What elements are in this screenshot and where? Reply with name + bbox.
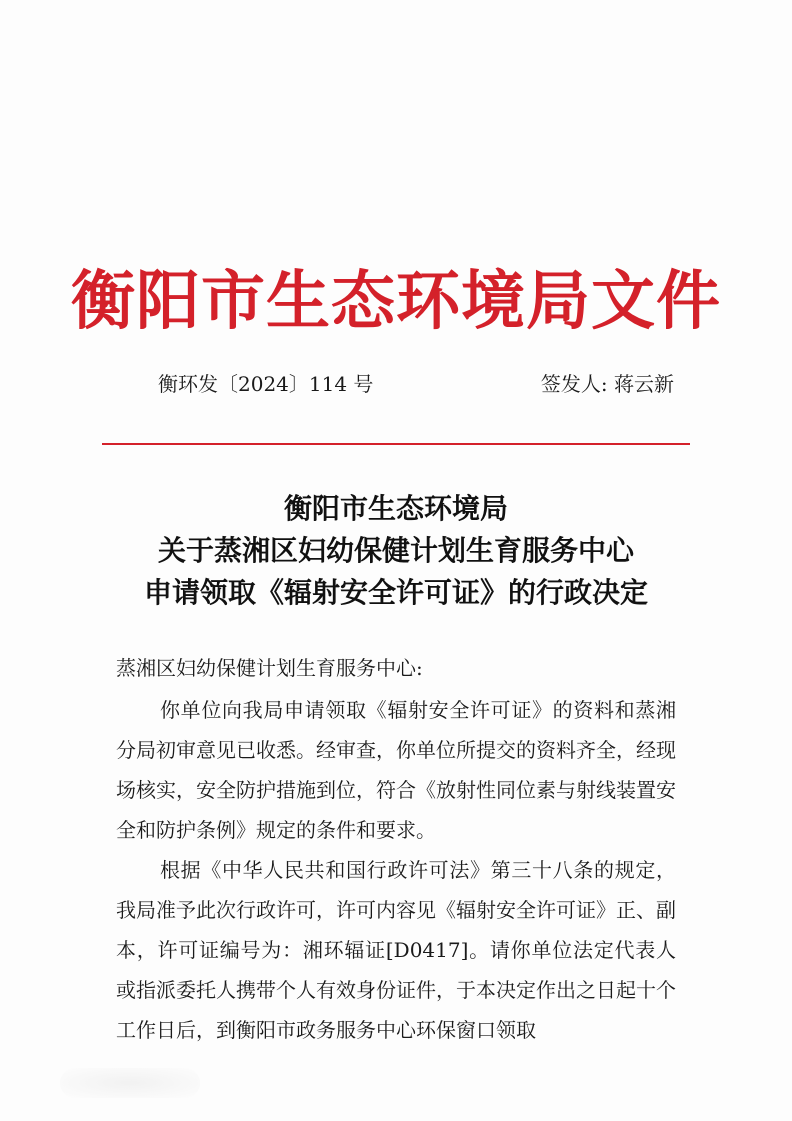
- salutation: 蒸湘区妇幼保健计划生育服务中心:: [116, 656, 423, 680]
- body-paragraph-2: 根据《中华人民共和国行政许可法》第三十八条的规定，我局准予此次行政许可，许可内容见《辐射安全许可证》正、副本，许可证编号为：湘环辐证[D0417]。请你单位法定代表人或指派委托人携带个人有效身份证件，于本决定作出之日起十个工作日后，到衡阳市政务服务中心环保窗口领取: [116, 858, 676, 1042]
- agency-document-header: 衡阳市生态环境局文件: [71, 264, 721, 339]
- document-body: [116, 648, 676, 1050]
- signer-line: 签发人: 蒋云新: [540, 372, 674, 396]
- scan-artifact: [60, 1068, 200, 1098]
- body-paragraph-1: 你单位向我局申请领取《辐射安全许可证》的资料和蒸湘分局初审意见已收悉。经审查，你单位所提交的资料齐全，经现场核实，安全防护措施到位，符合《放射性同位素与射线装置安全和防护条例》规定的条件和要求。: [116, 698, 676, 842]
- title-line-3: 申请领取《辐射安全许可证》的行政决定: [143, 576, 648, 609]
- red-divider-line: [102, 443, 690, 445]
- title-line-1: 衡阳市生态环境局: [283, 492, 508, 525]
- decision-title: [0, 488, 792, 614]
- document-number: 衡环发〔2024〕114 号: [158, 372, 374, 396]
- title-line-2: 关于蒸湘区妇幼保健计划生育服务中心: [157, 534, 634, 567]
